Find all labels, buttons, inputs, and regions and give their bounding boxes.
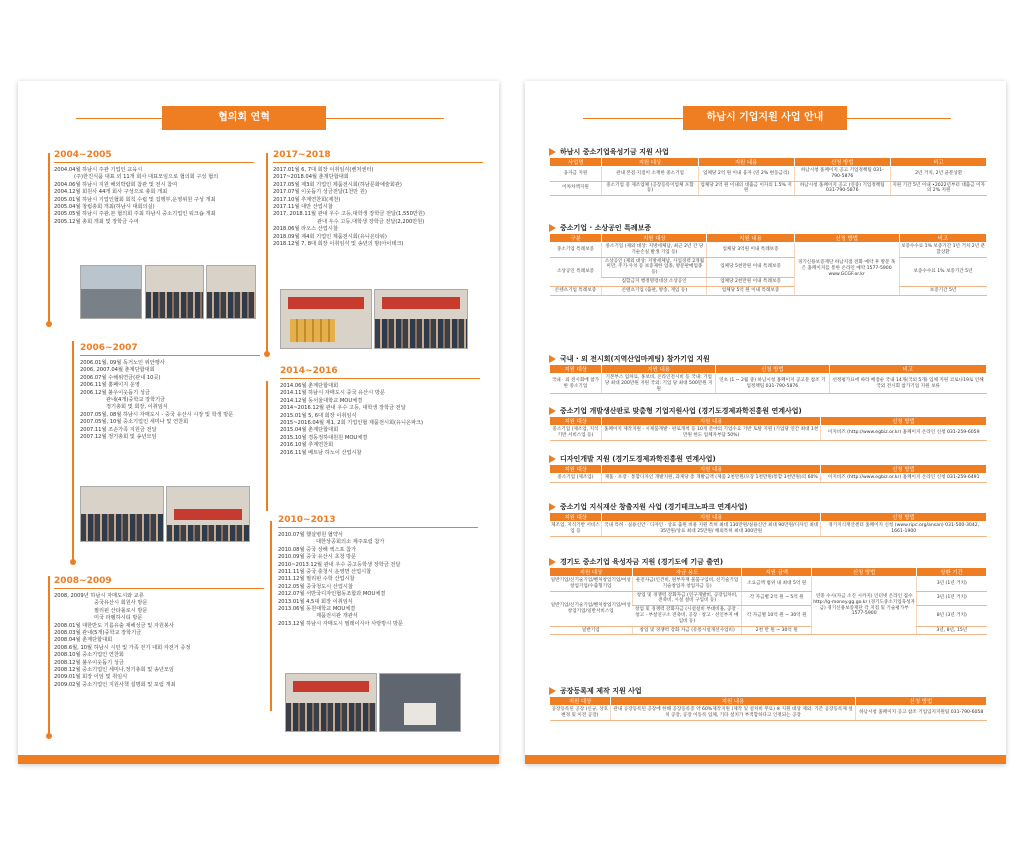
section-heading: 하남시 중소기업육성기금 지원 사업 (560, 148, 669, 156)
table-cell: 이차차액지원 (550, 181, 602, 196)
table-cell: 업체당 2억 원 이내의 대출금 이자의 1.5% 지원 (698, 181, 794, 196)
special-guarantee-table (549, 233, 987, 296)
section-growth-fund (549, 147, 987, 196)
history-item: 2008.12월 불우이웃돕기 성금 (54, 659, 124, 666)
history-item: 2004.12월 회원사 44개 회사 구성으로 총회 개최 (54, 189, 168, 196)
table-cell: 관내 본점·지점이 소재한 중소기업 (602, 167, 698, 182)
support-title: 하남시 기업지원 사업 안내 (683, 106, 847, 130)
table-cell: 경기지식재산센터 홈페이지 신청 (www.ripc.org/ansan) 031-500-3042, 1661-1900 (820, 522, 986, 537)
history-item: 2005.04월 창립총회 개최(하남시 대회의실) (54, 204, 155, 211)
exhibition-photo (379, 673, 461, 732)
table-header: 신청 방법 (820, 513, 986, 522)
history-2017-2018 (273, 150, 483, 248)
period-heading: 2006~2007 (80, 343, 260, 356)
table-header-row (550, 697, 987, 706)
section-heading: 중소기업 · 소상공인 특례보증 (560, 224, 652, 232)
table-header: 비고 (829, 365, 986, 374)
table-cell: 소상공인 특례보증 (550, 257, 602, 286)
table-cell: 각 자금별 2억 원 ~ 5억 원 (742, 591, 812, 606)
section-exhibition (549, 354, 987, 394)
table-cell: 3년 (1년 거치) (917, 591, 987, 606)
table-cell: 업체당 3억원 이내 특례보증 (707, 243, 794, 258)
history-item: 2017~2018.04월 춘계단합대회 (273, 174, 349, 181)
table-cell: 이지비즈 (http://www.egbiz.or.kr) 홈페이지 온라인 신청 031-259-6059 (820, 426, 986, 441)
table-cell: 국내 특허 · 실용신안 · 디자인 · 상표 출원 비용 지원 특허 최대 130만원/실용신안 최대 90만원/디자인 최대 35만원/상표 최대 25만원/ 해외특허 최대 300만원 (602, 522, 821, 537)
history-item: 2014.06월 춘계단합대회 (280, 383, 339, 389)
history-item: 필리핀 산타롤로시 방문 (94, 607, 148, 614)
table-cell: 창업 및 경쟁력 강화 자금 (유통시설개선사업비) (633, 626, 742, 635)
history-2014-2016 (280, 366, 480, 457)
table-cell: 보증기간 5년 (899, 286, 986, 295)
table-header: 지원 내용 (602, 465, 821, 474)
table-header-row (550, 234, 987, 243)
period-heading: 2010~2013 (278, 515, 478, 528)
table-cell: 중소기업 특례보증 (550, 243, 602, 258)
table-row (550, 522, 987, 537)
history-item: 2008.6월, 10월 하남시 시민 및 가족 걷기 대회 자전거 증정 (54, 644, 191, 651)
table-cell: 연초 (1 ~ 2월 중) 하남시청 홈페이지 공고문 참조 기업정책팀 031-790-5876 (716, 374, 830, 394)
table-header-row (550, 365, 987, 374)
section-factory-sign (549, 686, 987, 721)
table-row (550, 167, 987, 182)
section-gyeonggi-fund (549, 557, 987, 635)
triangle-icon (549, 558, 556, 566)
history-item: 2015.10월 경동정하대원원 MOU체결 (280, 434, 368, 441)
table-header: 비고 (899, 234, 986, 243)
table-cell: 2천 만 원 ~ 30억 원 (742, 626, 812, 635)
history-2010-2013 (278, 515, 478, 628)
triangle-icon (549, 355, 556, 363)
group-photo (145, 265, 204, 319)
history-item: 제품전시관 개관식 (316, 613, 358, 620)
history-item: 2010.08월 중국 상해 엑스포 참가 (278, 546, 357, 553)
group-photo (374, 289, 468, 349)
history-item: 2007.05월, 10월 중소기업인 세미나 및 연찬회 (80, 419, 189, 426)
table-cell: 하남시청 홈페이지 공고 (연중) 기업정책팀 031-790-5876 (794, 181, 890, 196)
history-item: 2008.12월 중소기업인 세미나,정기총회 및 송년모임 (54, 667, 174, 674)
table-header: 신청 방법 (794, 158, 890, 167)
table-header-row (550, 417, 987, 426)
table-cell: 일반기업 (550, 626, 633, 635)
table-row (550, 426, 987, 441)
timeline-line (72, 341, 74, 561)
history-item: 2009.01월 회장 이임 및 취임식 (54, 674, 128, 681)
group-photo (285, 673, 377, 732)
table-cell: 제조업, 지식기반 서비스업 등 (550, 522, 602, 537)
table-row (550, 257, 987, 277)
table-header: 지원 대상 (550, 697, 611, 706)
gyeonggi-fund-table (549, 567, 987, 635)
table-header: 비고 (890, 158, 986, 167)
history-item: 2005.05월 하남시 주관,본 협의회 주최 하남시 중소기업인 워크숍 개최 (54, 211, 216, 218)
exhibition-table (549, 364, 987, 394)
history-item: 2006.11월 홈페이지 운영 (80, 382, 140, 389)
history-item: 2016.10월 추계연찬회 (280, 442, 334, 449)
history-item: 2018.12월 7, 8대 회장 이취임식 및 송년의 밤(아이테크) (273, 241, 404, 248)
table-row (550, 626, 987, 635)
table-cell: 소요금액 범위 내 최대 5억 원 (742, 577, 812, 592)
table-cell: 하남시청 홈페이지 공고 기업정책팀 031-790-5876 (794, 167, 890, 182)
table-header: 지원 대상 (550, 365, 602, 374)
table-header: 지원 금액 (742, 568, 812, 577)
table-cell: 업체당 5억 원 이내 특례보증 (707, 286, 794, 295)
table-cell: 홈페이지 제작지원 · 시제품개발 · 판로개척 등 10개 분야의 기업수요 기반 토탈 지원 (기업당 연간 최대 1천만원 한도 업체자부담 50%) (602, 426, 821, 441)
table-row (550, 591, 987, 606)
period-heading: 2014~2016 (280, 366, 480, 379)
timeline-line (48, 153, 50, 323)
history-item: 2007.12월 정기총회 및 송년모임 (80, 434, 157, 441)
table-row (550, 577, 987, 592)
donation-photo (280, 289, 372, 349)
history-item: 2014.12월 동서울대학교 MOU체결 (280, 397, 363, 404)
history-title: 협의회 연혁 (162, 106, 326, 130)
history-item: 2017.05월 제3회 기업인 제품전시회(하남문화예술회관) (273, 181, 402, 188)
triangle-icon (549, 407, 556, 415)
table-cell: 각 자금별 10억 원 ~ 30억 원 (742, 606, 812, 626)
table-header: 지원 내용 (611, 697, 856, 706)
timeline-dot (46, 321, 52, 327)
table-header: 신청 방법 (794, 234, 899, 243)
period-heading: 2008~2009 (54, 576, 264, 589)
history-item: 2007.05월, 08월 하남시 자매도시 - 중국 유산시 시장 및 학생 방문 (80, 411, 234, 418)
table-cell: 보증수수료 1% 보증기간 5년 (899, 257, 986, 286)
title-rule-left (76, 118, 162, 119)
ip-table (549, 512, 987, 537)
table-row (550, 181, 987, 196)
history-item: 2010.07월 했살병원 협약식 (278, 532, 343, 538)
table-row (550, 374, 987, 394)
period-heading: 2004~2005 (54, 150, 254, 163)
history-item: 2012.07월 서반국디자인협동조합과 MOU체결 (278, 591, 386, 598)
group-photo (206, 265, 256, 319)
section-custom-support (549, 406, 987, 441)
table-cell: 운전자금(인건비, 원부자재 물품구입비, 신기술기업 기술창업자 창업자금 등) (633, 577, 742, 592)
history-item: (주)한진식품 대표 외 11개 회사 대표모임으로 협의회 구성 협의 (74, 174, 219, 181)
table-cell: 제품 · 포장 · 통합디자인 개발지원, 과제당 총 개발금액 (제품 2천만원/포장 1천만원/통합 3천만원)의 60% (602, 474, 821, 483)
table-header: 지원 내용 (602, 365, 716, 374)
section-heading: 디자인개발 지원 (경기도경제과학진흥원 연계사업) (560, 455, 716, 463)
table-header: 지원 대상 (602, 234, 707, 243)
table-cell: 3년, 8년, 15년 (917, 626, 987, 635)
history-item: 2015~2016.04월 제1, 2회 기업인협 제품전시회(유니온파크) (280, 420, 424, 427)
table-cell: 창업 및 경쟁력 강화자금 (시설설비 부대비용, 공장 · 창고 · 부설연구소 전축비, 공장 · 창고 · 선인부지 매입비 등) (633, 606, 742, 626)
title-rule-left (583, 118, 683, 119)
history-item: 관내 우수 고등,대학생 장학금 전달(2,200만원) (317, 218, 425, 225)
history-item: 2017.10월 추계연찬회(제천) (273, 196, 341, 203)
table-cell: 일반기업/신기술기업/벤처창업기업/여성창업기업/일반서비스업 (550, 591, 633, 626)
table-header: 구분 (550, 234, 602, 243)
title-rule-right (326, 118, 444, 119)
table-header: 지원 대상 (550, 513, 602, 522)
table-cell: 중소기업 (제외 대상: 지방세체납, 최근 2년 간 당기순손실 발생 기업 등) (602, 243, 707, 258)
table-header: 지원 내용 (602, 417, 821, 426)
table-cell: 집합금지 행정명령대상 소상공인 (602, 277, 707, 286)
table-cell: 업체당 5천만원 이내 특례보증 (707, 257, 794, 277)
table-cell: 창업 및 경쟁력 강화자금 (연구개발비, 공장임차비, 전축비, 시설 설비 구입비 등) (633, 591, 742, 606)
history-item: 2006.01월, 09월 독거노인 위안행사 (80, 360, 165, 366)
timeline-dot (46, 733, 52, 739)
timeline-line (266, 153, 268, 353)
table-header: 신청 방법 (812, 568, 917, 577)
history-item: 2004.04월 하남시 주관 기업인 교육시 (54, 167, 143, 173)
table-cell: 기본부스 임차료, 홍보비, 온라인전시비 등 국내: 기업 당 최대 200만원 지원 국외: 기업 당 최대 500만원 지원 (602, 374, 716, 394)
table-header: 사업명 (550, 158, 602, 167)
title-rule-right (847, 118, 951, 119)
history-item: 2018.09월 제4회 기업인 제품전시회(유니온타워) (273, 233, 387, 240)
table-cell: 중소기업 (제조업, 지식기반 서비스업 등) (550, 426, 602, 441)
section-heading: 중소기업 지식재산 창출지원 사업 (경기테크노파크 연계사업) (560, 503, 748, 511)
history-item: 정기총회 및 회장, 이취임식 (106, 404, 168, 411)
table-cell: 국내 · 외 전시회에 참가한 중소기업 (550, 374, 602, 394)
page-footer-bar (525, 755, 1006, 764)
factory-sign-table (549, 696, 987, 721)
history-item: 2010.09월 중국 유산시 초청 방문 (278, 554, 357, 561)
table-header: 지원 내용 (602, 513, 821, 522)
history-item: 2006.07월 수해위연금(관내 10곳) (80, 374, 161, 381)
table-header: 신청 방법 (716, 365, 830, 374)
history-item: 미국 라펠하시티 방문 (94, 615, 143, 622)
table-cell: 관내 공장등록된 공장에 한해 공장등록증 약 60%제작지원 (제작 및 설치비 무료) ※ 지원 대상 제외: 기존 공장등록제 설치 공장, 공장 이동록 업체, 기타 설치가 부적합하다고 인정되는 공장 (611, 706, 856, 721)
table-cell: 소상공인 (제외 대상: 지방세체납, 사업경력 2개월 미만, 주기·사치 등 보증제한 업종, 방문판매업종 등) (602, 257, 707, 277)
history-item: 2014.11월 하남시 자매도시 중국 유산시 방문 (280, 390, 385, 397)
history-page (18, 81, 499, 764)
history-item: 2008.10월 중소기업인 연찬회 (54, 652, 124, 659)
history-item: 2017.11월 대만 산업시찰 (273, 204, 333, 211)
period-heading: 2017~2018 (273, 150, 483, 163)
section-ip (549, 502, 987, 537)
table-cell: 보증수수료 1% 보증기간 1년 거치 2년 분할상환 (899, 243, 986, 258)
table-row (550, 706, 987, 721)
timeline-line (266, 381, 268, 511)
custom-support-table (549, 416, 987, 441)
history-item: 2008.01월 대한반도 기름유출 재해성금 및 자원봉사 (54, 622, 174, 629)
history-2006-2007 (80, 343, 260, 441)
table-row (550, 286, 987, 295)
section-heading: 국내 · 외 전시회(지역산업마케팅) 참가기업 지원 (560, 355, 710, 363)
table-cell: 중소기업 (제조업) (550, 474, 602, 483)
section-design (549, 454, 987, 483)
table-cell: 3년 (1년 거치) (917, 577, 987, 592)
triangle-icon (549, 224, 556, 232)
table-cell: 일반기업/신기술기업/벤처창업기업/여성창업기업/수출형기업 (550, 577, 633, 592)
table-header: 신청 방법 (820, 465, 986, 474)
table-row (550, 474, 987, 483)
group-photo (80, 486, 164, 542)
history-item: 2008.03월 관내(5개)중학교 장학기금 (54, 630, 142, 637)
table-header: 지원 대상 (550, 465, 602, 474)
table-cell: 중소기업 중 제조업체 (공장등록이업체 포함 등) (602, 181, 698, 196)
table-header: 지원 내용 (698, 158, 794, 167)
history-item: 관내(4개)중학교 장학기금 (106, 397, 166, 404)
history-2004-2005 (54, 150, 254, 226)
table-cell: 8년 (3년 거치) (917, 606, 987, 626)
history-item: 2017.07월 이웃돕기 성금전달(1천만 원) (273, 189, 367, 196)
timeline-dot (70, 559, 76, 565)
table-header: 자금 용도 (633, 568, 742, 577)
triangle-icon (549, 148, 556, 156)
history-item: 2007.11월 조손가족 지원금 전달 (80, 426, 157, 433)
timeline-dot (264, 351, 270, 357)
history-item: 2009.02월 중소기업인 지원사책 설명회 및 포럼 개최 (54, 681, 176, 688)
history-item: 2008.04월 춘계단합대회 (54, 637, 113, 644)
page-footer-bar (18, 755, 499, 764)
history-item: 2011.12월 필리핀 수학 산업시찰 (278, 576, 355, 583)
table-row (550, 243, 987, 258)
history-item: 2015.01월 5, 6대 회장 이취임식 (280, 412, 357, 419)
table-cell: 콘텐츠기업 (출판, 방송, 게임 등) (602, 286, 707, 295)
table-header-row (550, 465, 987, 474)
table-header: 지원 대상 (550, 568, 633, 577)
section-special-guarantee (549, 223, 987, 296)
table-cell: 선정평가표에 따라 배점순 국내 14개(국외 5개) 업체 지원 코로나19로 인해 국외 전시회 참가기업 지원 보류 (829, 374, 986, 394)
history-item: 2008, 2009년 하남시 자매도시와 교류 (54, 593, 144, 599)
table-header-row (550, 568, 987, 577)
history-item: 2005.12월 총회 개최 및 장학금 수여 (54, 218, 139, 225)
history-item: 2006.12월 불우이웃돕기 성금 (80, 389, 150, 396)
history-item: 2014~2016.12월 관내 우수 고등, 대학생 장학금 전달 (280, 405, 406, 412)
history-item: 대한상공회의소 제주포럼 참가 (316, 539, 385, 546)
table-cell: 연중 수시(자금 소진 시까지) 인터넷 온라인 접수 http://g-money.gg.go.kr (경기도중소기업육성자금) 경기신용보증재단 각 지점 및 기술평가부 1577-5900 (812, 577, 917, 635)
table-cell: 업체당 2천만원 이내 특례보증 (707, 277, 794, 286)
table-cell: 공장등록된 공장 (신규, 상호변경 및 이전 공장) (550, 706, 611, 721)
history-2008-2009 (54, 576, 264, 689)
timeline-line (270, 521, 272, 711)
growth-fund-table (549, 157, 987, 196)
history-item: 2016.11월 베트남 하노이 산업시찰 (280, 449, 362, 456)
section-heading: 공장등록제 제작 지원 사업 (560, 687, 642, 695)
history-item: 2004.06월 하남시 지원 해외박람회 참관 및 전시 참여 (54, 181, 178, 188)
section-heading: 중소기업 개발생산판로 맞춤형 기업지원사업 (경기도경제과학진흥원 연계사업) (560, 407, 802, 415)
support-page (525, 81, 1006, 764)
history-item: 2005.01월 하남시 기업인협회 회칙 수립 및 집행부,운영위원 구성 개최 (54, 196, 216, 203)
triangle-icon (549, 455, 556, 463)
table-header: 지원 대상 (602, 158, 698, 167)
history-item: 2013.12월 하남시 자매도시 필레이시아 사랑방시 방문 (278, 620, 403, 627)
building-photo (80, 265, 142, 319)
table-cell: 하남시청 홈페이지 공고 참조 기업입지지원팀 031-790-6058 (855, 706, 986, 721)
history-item: 2018.06월 라오스 산업시찰 (273, 226, 338, 233)
history-item: 2011.11월 중국 충청시 운영면 산업시찰 (278, 569, 372, 576)
table-header-row (550, 513, 987, 522)
history-item: 2013.06월 동원대학교 MOU체결 (278, 606, 356, 613)
table-header-row (550, 158, 987, 167)
history-item: 2017.01월 6, 7대 회장 이취임식(벤처센터) (273, 167, 374, 173)
table-header: 상환 기간 (917, 568, 987, 577)
triangle-icon (549, 687, 556, 695)
table-header: 신청 방법 (855, 697, 986, 706)
history-item: 2017, 2018.11월 관내 우수 고등,대학생 장학금 전달(1,550만원) (273, 211, 425, 218)
table-header: 지원 내용 (707, 234, 794, 243)
triangle-icon (549, 503, 556, 511)
history-item: 2012.05월 중국청도시 산업시찰 (278, 583, 353, 590)
timeline-line (48, 576, 50, 736)
history-item: 2015.04월 춘계단합대회 (280, 427, 339, 434)
table-header: 지원 대상 (550, 417, 602, 426)
section-heading: 경기도 중소기업 육성자금 지원 (경기도에 기금 출연) (560, 558, 724, 566)
banner-photo (166, 486, 250, 542)
history-item: 2013.01월 4,5대 회장 이취임식 (278, 598, 353, 605)
table-cell: 경기신용보증재단 하남지점 전화 예약 후 방문 혹은 홈페이지를 통한 온라인 예약 1577-5900 www.GCGF.or.kr (794, 243, 899, 296)
table-cell: 2년 거치, 2년 균분상환 (890, 167, 986, 182)
table-cell: 콘텐츠기업 특례보증 (550, 286, 602, 295)
table-cell: 융자금 지원 (550, 167, 602, 182)
table-header: 신청 방법 (820, 417, 986, 426)
history-item: 중국유산시 회원사 방문 (94, 600, 148, 607)
table-cell: 지원 기간 5년 이내 •2022년부터 대출금 이자의 2% 지원 (890, 181, 986, 196)
history-item: 2006, 2007.04월 춘계단합대회 (80, 367, 155, 374)
table-cell: 업체당 2억 원 이내 융자 (연 2% 변동금리) (698, 167, 794, 182)
table-cell: 이지비즈 (http://www.egbiz.or.kr) 홈페이지 온라인 신청 031-259-6491 (820, 474, 986, 483)
design-table (549, 464, 987, 483)
history-item: 2010~2013.12월 관내 우수 중고등학생 장학금 전달 (278, 561, 401, 568)
